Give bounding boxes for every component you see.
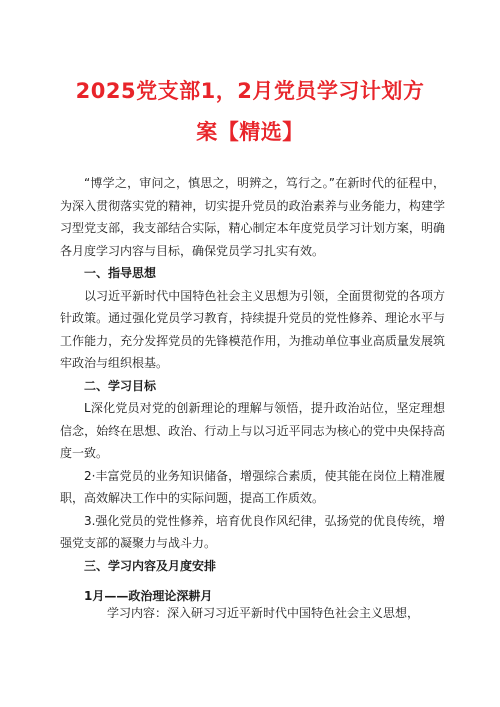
goal-item-2: 2·丰富党员的业务知识储备，增强综合素质，使其能在岗位上精准履职，高效解决工作中的实际问题，提高工作质效。: [60, 468, 445, 505]
section-heading-guiding-thought: 一、指导思想: [84, 266, 157, 280]
guiding-thought-paragraph: 以习近平新时代中国特色社会主义思想为引领，全面贯彻党的各项方针政策。通过强化党员学习教育，持续提升党员的党性修养、理论水平与工作能力，充分发挥党员的先锋模范作用，为推动单位事业高质量发展筑牢政治与组织根基。: [60, 288, 445, 370]
month-1-content: 学习内容：深入研习习近平新时代中国特色社会主义思想，: [107, 606, 420, 620]
intro-paragraph: “博学之，审问之，慎思之，明辨之，笃行之。”在新时代的征程中，为深入贯彻落实党的精神，切实提升党员的政治素养与业务能力，构建学习型党支部，我支部结合实际，精心制定本年度党员学习计划方案，明确各月度学习内容与目标，确保党员学习扎实有效。: [60, 176, 445, 258]
section-heading-content-schedule: 三、学习内容及月度安排: [84, 558, 217, 573]
document-body: [60, 172, 445, 608]
month-1-heading: 1月——政治理论深耕月: [84, 589, 213, 603]
section-heading-learning-goals: 二、学习目标: [84, 378, 157, 393]
document-title-line-2: 案【精选】: [196, 120, 304, 144]
goal-item-3: 3.强化党员的党性修养，培育优良作风纪律，弘扬党的优良传统，增强党支部的凝聚力与战斗力。: [60, 513, 445, 550]
goal-item-1: L深化党员对党的创新理论的理解与领悟，提升政治站位，坚定理想信念，始终在思想、政治、行动上与以习近平同志为核心的党中央保持高度一致。: [60, 401, 445, 460]
document-title-line-1: 2025党支部1，2月党员学习计划方: [75, 79, 425, 103]
